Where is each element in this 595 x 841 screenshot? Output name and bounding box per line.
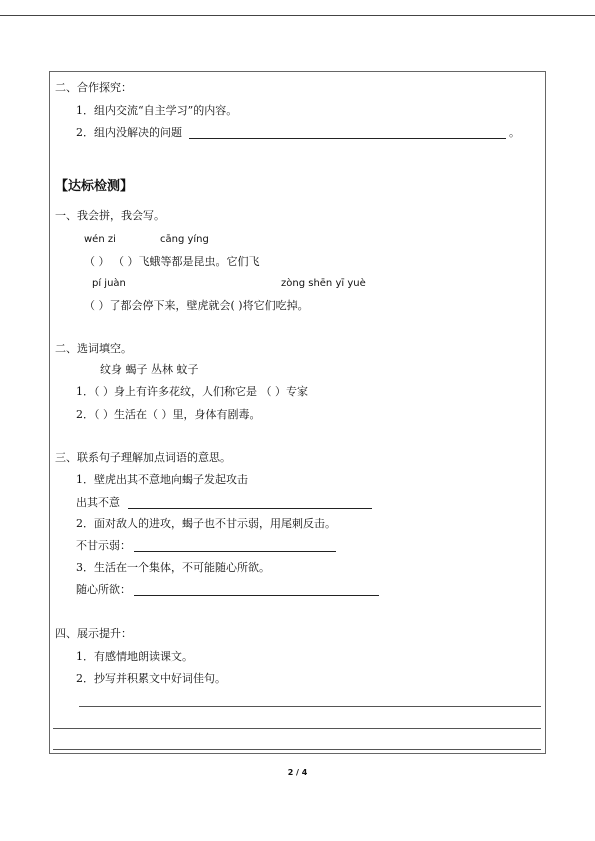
q2-item-1: 1．（ ）身上有许多花纹，人们称它是 （ ）专家 [76,385,308,398]
q2-word-bank: 纹身 蝎子 丛林 蚊子 [100,363,199,376]
q3-heading: 三、联系句子理解加点词语的意思。 [55,451,231,464]
q1-line-a: （ ） （ ）飞蛾等都是昆虫。它们飞 [84,255,260,268]
q3-sentence-3: 3．生活在一个集体，不可能随心所欲。 [76,561,270,574]
worksheet-frame [49,71,546,754]
header-rule [0,15,595,16]
cooperative-item-1: 1．组内交流“自主学习”的内容。 [76,104,238,117]
pinyin-zongshenyiyue: zòng shēn yī yuè [281,278,366,289]
writing-line-3[interactable] [53,749,541,750]
q2-heading: 二、选词填空。 [55,342,132,355]
pinyin-wenzi: wén zi [84,234,116,245]
page-number: 2 / 4 [287,768,308,777]
section-cooperative-heading: 二、合作探究： [55,81,132,94]
q3-sentence-2: 2．面对敌人的进攻，蝎子也不甘示弱，用尾刺反击。 [76,517,336,530]
q3-word-1: 出其不意 [76,496,120,509]
q2-item-2: 2．（ ）生活在（ ）里，身体有剧毒。 [76,408,261,421]
assessment-heading: 【达标检测】 [55,179,134,194]
answer-line-buganshiruo[interactable] [134,551,336,552]
answer-line-suixinsuoyu[interactable] [134,595,379,596]
q4-heading: 四、展示提升： [55,627,132,640]
pinyin-cangying: cāng yíng [160,234,209,245]
q4-item-1: 1．有感情地朗读课文。 [76,650,193,663]
q1-line-b: （ ）了都会停下来，壁虎就会( )将它们吃掉。 [84,299,309,312]
writing-line-1[interactable] [79,706,541,707]
answer-line-chuqibuyi[interactable] [128,508,372,509]
writing-line-2[interactable] [53,728,541,729]
q1-heading: 一、我会拼，我会写。 [55,209,165,222]
q4-item-2: 2．抄写并积累文中好词佳句。 [76,672,226,685]
answer-line-unsolved[interactable] [189,138,506,139]
cooperative-item-2: 2．组内没解决的问题 [76,126,182,139]
q3-word-3: 随心所欲： [76,583,131,596]
q3-word-2: 不甘示弱： [76,539,131,552]
q3-sentence-1: 1．壁虎出其不意地向蝎子发起攻击 [76,473,248,486]
pinyin-pijuan: pí juàn [92,278,126,289]
cooperative-item-2-end: 。 [509,126,520,139]
